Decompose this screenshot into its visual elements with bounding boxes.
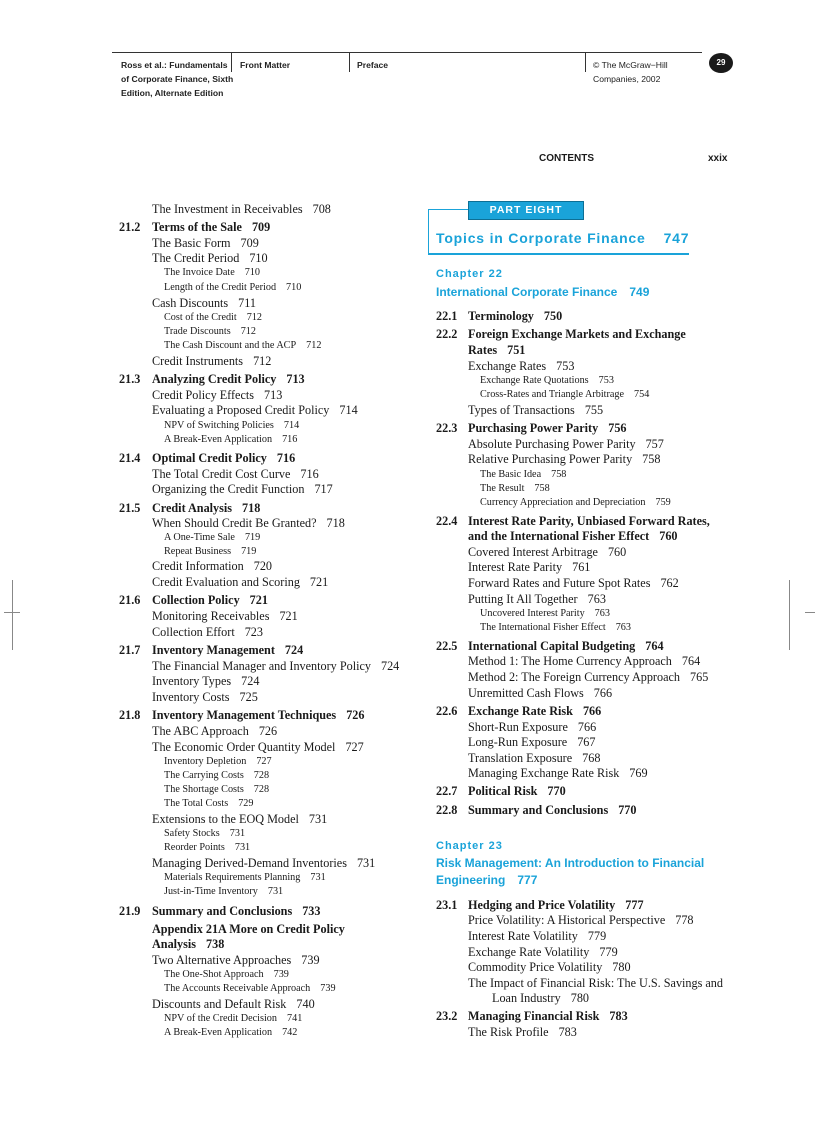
toc-entry[interactable]: Credit Evaluation and Scoring 721 <box>152 575 329 589</box>
section-title[interactable]: Foreign Exchange Markets and Exchange <box>468 327 686 341</box>
chapter-title[interactable]: Risk Management: An Introduction to Financial <box>436 856 705 870</box>
toc-entry[interactable]: Inventory Types 724 <box>152 674 260 688</box>
crop-mark <box>805 612 815 613</box>
toc-entry[interactable]: Collection Effort 723 <box>152 625 263 639</box>
toc-subentry[interactable]: NPV of Switching Policies 714 <box>164 420 300 431</box>
section-title[interactable]: International Capital Budgeting 764 <box>468 639 664 653</box>
section-number: 21.9 <box>119 904 141 918</box>
toc-entry[interactable]: Commodity Price Volatility 780 <box>468 960 631 974</box>
section-number: 22.1 <box>436 309 458 323</box>
appendix-title[interactable]: Analysis 738 <box>152 937 225 951</box>
book-citation: Ross et al.: Fundamentals of Corporate Finance, Sixth Edition, Alternate Edition <box>121 60 234 98</box>
toc-subentry[interactable]: The International Fisher Effect 763 <box>480 622 631 633</box>
toc-entry[interactable]: The Risk Profile 783 <box>468 1025 577 1039</box>
section-number: 21.6 <box>119 593 141 607</box>
part-bracket <box>428 209 429 253</box>
section-number: 21.5 <box>119 501 141 515</box>
toc-entry[interactable]: Two Alternative Approaches 739 <box>152 953 320 967</box>
toc-entry[interactable]: Long-Run Exposure 767 <box>468 735 596 749</box>
toc-subentry[interactable]: Exchange Rate Quotations 753 <box>480 375 614 386</box>
toc-subentry[interactable]: Currency Appreciation and Depreciation 759 <box>480 497 671 508</box>
toc-entry[interactable]: Loan Industry 780 <box>492 991 589 1005</box>
header-divider <box>585 52 586 72</box>
section-title[interactable]: Collection Policy 721 <box>152 593 268 607</box>
toc-entry[interactable]: Exchange Rate Volatility 779 <box>468 945 618 959</box>
section-title[interactable]: Purchasing Power Parity 756 <box>468 421 627 435</box>
toc-entry[interactable]: Organizing the Credit Function 717 <box>152 482 333 496</box>
toc-subentry[interactable]: Materials Requirements Planning 731 <box>164 872 326 883</box>
toc-subentry[interactable]: Reorder Points 731 <box>164 842 251 853</box>
toc-entry[interactable]: The ABC Approach 726 <box>152 724 278 738</box>
section-number: 21.8 <box>119 708 141 722</box>
toc-subentry[interactable]: The Carrying Costs 728 <box>164 770 270 781</box>
section-number: 23.1 <box>436 898 458 912</box>
toc-entry[interactable]: Translation Exposure 768 <box>468 751 601 765</box>
toc-entry[interactable]: The Basic Form 709 <box>152 236 259 250</box>
chapter-label: Chapter 23 <box>436 840 503 852</box>
toc-subentry[interactable]: Repeat Business 719 <box>164 546 257 557</box>
toc-subentry[interactable]: Uncovered Interest Parity 763 <box>480 608 610 619</box>
section-title[interactable]: Rates 751 <box>468 343 526 357</box>
header-subsection: Preface <box>357 60 389 70</box>
toc-entry[interactable]: The Investment in Receivables 708 <box>152 202 331 216</box>
toc-entry[interactable]: Forward Rates and Future Spot Rates 762 <box>468 576 679 590</box>
toc-entry[interactable]: The Financial Manager and Inventory Policy 724 <box>152 659 400 673</box>
toc-subentry[interactable]: The Accounts Receivable Approach 739 <box>164 983 336 994</box>
toc-entry[interactable]: Cash Discounts 711 <box>152 296 257 310</box>
header-divider <box>231 52 232 72</box>
toc-subentry[interactable]: The Cash Discount and the ACP 712 <box>164 340 322 351</box>
toc-entry[interactable]: Relative Purchasing Power Parity 758 <box>468 452 661 466</box>
section-title[interactable]: Credit Analysis 718 <box>152 501 261 515</box>
toc-subentry[interactable]: The Invoice Date 710 <box>164 267 260 278</box>
toc-subentry[interactable]: Length of the Credit Period 710 <box>164 282 302 293</box>
toc-entry[interactable]: Credit Instruments 712 <box>152 354 272 368</box>
section-number: 22.8 <box>436 803 458 817</box>
section-title[interactable]: Interest Rate Parity, Unbiased Forward Rates, <box>468 514 710 528</box>
toc-entry[interactable]: When Should Credit Be Granted? 718 <box>152 516 345 530</box>
toc-subentry[interactable]: Just-in-Time Inventory 731 <box>164 886 284 897</box>
toc-subentry[interactable]: The Basic Idea 758 <box>480 469 567 480</box>
toc-entry[interactable]: Managing Derived-Demand Inventories 731 <box>152 856 376 870</box>
toc-entry[interactable]: Unremitted Cash Flows 766 <box>468 686 613 700</box>
section-number: 22.2 <box>436 327 458 341</box>
toc-entry[interactable]: Method 1: The Home Currency Approach 764 <box>468 654 701 668</box>
toc-entry[interactable]: Method 2: The Foreign Currency Approach 765 <box>468 670 709 684</box>
toc-entry[interactable]: Absolute Purchasing Power Parity 757 <box>468 437 664 451</box>
toc-entry[interactable]: Covered Interest Arbitrage 760 <box>468 545 627 559</box>
running-head-label: CONTENTS <box>539 153 594 164</box>
section-title[interactable]: Optimal Credit Policy 716 <box>152 451 296 465</box>
toc-subentry[interactable]: Safety Stocks 731 <box>164 828 246 839</box>
crop-mark <box>789 580 790 650</box>
section-title[interactable]: Terminology 750 <box>468 309 563 323</box>
toc-entry[interactable]: Inventory Costs 725 <box>152 690 258 704</box>
toc-entry[interactable]: Discounts and Default Risk 740 <box>152 997 315 1011</box>
chapter-label: Chapter 22 <box>436 268 503 280</box>
section-number: 23.2 <box>436 1009 458 1023</box>
section-number: 22.4 <box>436 514 458 528</box>
part-bracket <box>428 253 689 255</box>
publisher: © The McGraw−Hill Companies, 2002 <box>593 60 668 84</box>
header-section: Front Matter <box>240 60 291 70</box>
section-title[interactable]: Summary and Conclusions 733 <box>152 904 321 918</box>
section-number: 22.7 <box>436 784 458 798</box>
toc-subentry[interactable]: The Shortage Costs 728 <box>164 784 270 795</box>
section-title[interactable]: Managing Financial Risk 783 <box>468 1009 628 1023</box>
section-number: 21.2 <box>119 220 141 234</box>
chapter-title[interactable]: International Corporate Finance 749 <box>436 285 650 299</box>
page-number-badge: 29 <box>709 53 733 73</box>
section-number: 22.6 <box>436 704 458 718</box>
section-number: 21.7 <box>119 643 141 657</box>
toc-entry[interactable]: Monitoring Receivables 721 <box>152 609 298 623</box>
running-head-page: xxix <box>708 153 728 164</box>
toc-subentry[interactable]: The Result 758 <box>480 483 550 494</box>
chapter-title[interactable]: Engineering 777 <box>436 873 538 887</box>
crop-mark <box>4 612 20 613</box>
section-title[interactable]: Summary and Conclusions 770 <box>468 803 637 817</box>
toc-subentry[interactable]: NPV of the Credit Decision 741 <box>164 1013 303 1024</box>
section-title[interactable]: Political Risk 770 <box>468 784 566 798</box>
toc-entry[interactable]: The Impact of Financial Risk: The U.S. Savings and <box>468 976 723 990</box>
toc-entry[interactable]: The Credit Period 710 <box>152 251 268 265</box>
toc-subentry[interactable]: A Break-Even Application 716 <box>164 434 298 445</box>
toc-entry[interactable]: Credit Information 720 <box>152 559 273 573</box>
toc-subentry[interactable]: The Total Costs 729 <box>164 798 254 809</box>
header-rule <box>112 52 702 53</box>
toc-subentry[interactable]: Inventory Depletion 727 <box>164 756 272 767</box>
toc-entry[interactable]: Putting It All Together 763 <box>468 592 606 606</box>
toc-entry[interactable]: The Total Credit Cost Curve 716 <box>152 467 319 481</box>
toc-entry[interactable]: Interest Rate Parity 761 <box>468 560 591 574</box>
section-number: 21.4 <box>119 451 141 465</box>
toc-entry[interactable]: The Economic Order Quantity Model 727 <box>152 740 364 754</box>
toc-entry[interactable]: Types of Transactions 755 <box>468 403 604 417</box>
toc-entry[interactable]: Credit Policy Effects 713 <box>152 388 283 402</box>
toc-subentry[interactable]: A One-Time Sale 719 <box>164 532 261 543</box>
header-divider <box>349 52 350 72</box>
section-number: 22.3 <box>436 421 458 435</box>
appendix-title[interactable]: Appendix 21A More on Credit Policy <box>152 922 345 936</box>
toc-subentry[interactable]: Cross-Rates and Triangle Arbitrage 754 <box>480 389 650 400</box>
section-title[interactable]: Exchange Rate Risk 766 <box>468 704 602 718</box>
toc-entry[interactable]: Interest Rate Volatility 779 <box>468 929 607 943</box>
section-number: 21.3 <box>119 372 141 386</box>
toc-subentry[interactable]: Cost of the Credit 712 <box>164 312 263 323</box>
toc-subentry[interactable]: Trade Discounts 712 <box>164 326 256 337</box>
section-title[interactable]: Hedging and Price Volatility 777 <box>468 898 644 912</box>
section-title[interactable]: Inventory Management Techniques 726 <box>152 708 365 722</box>
toc-entry[interactable]: Price Volatility: A Historical Perspective 778 <box>468 913 694 927</box>
section-number: 22.5 <box>436 639 458 653</box>
toc-entry[interactable]: Evaluating a Proposed Credit Policy 714 <box>152 403 358 417</box>
part-title[interactable]: Topics in Corporate Finance 747 <box>436 230 690 246</box>
toc-entry[interactable]: Managing Exchange Rate Risk 769 <box>468 766 648 780</box>
section-title[interactable]: and the International Fisher Effect 760 <box>468 529 678 543</box>
toc-entry[interactable]: Extensions to the EOQ Model 731 <box>152 812 328 826</box>
toc-subentry[interactable]: The One-Shot Approach 739 <box>164 969 289 980</box>
section-title[interactable]: Terms of the Sale 709 <box>152 220 271 234</box>
section-title[interactable]: Inventory Management 724 <box>152 643 304 657</box>
section-title[interactable]: Analyzing Credit Policy 713 <box>152 372 305 386</box>
toc-subentry[interactable]: A Break-Even Application 742 <box>164 1027 298 1038</box>
crop-mark <box>12 580 13 650</box>
part-label: PART EIGHT <box>468 201 584 220</box>
part-bracket <box>428 209 468 210</box>
toc-entry[interactable]: Short-Run Exposure 766 <box>468 720 597 734</box>
toc-entry[interactable]: Exchange Rates 753 <box>468 359 575 373</box>
